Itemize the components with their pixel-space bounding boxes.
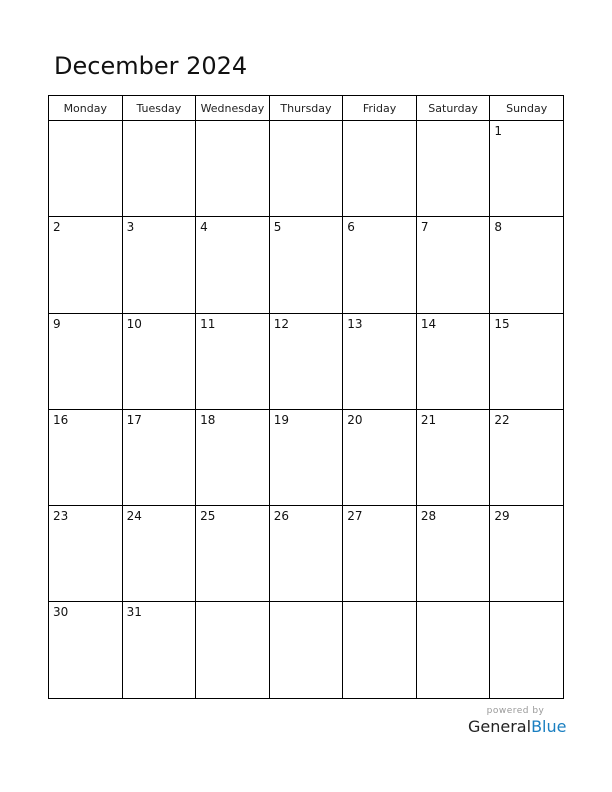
brand-name bbox=[468, 717, 567, 737]
day-cell bbox=[196, 217, 270, 313]
day-cell bbox=[416, 121, 490, 217]
day-number: 1 bbox=[494, 124, 503, 138]
day-number: 4 bbox=[200, 220, 208, 235]
day-cell bbox=[49, 409, 123, 505]
day-number bbox=[49, 121, 122, 124]
day-cell bbox=[122, 506, 196, 602]
calendar-title: December 2024 bbox=[54, 52, 248, 80]
day-cell bbox=[416, 313, 490, 409]
day-cell bbox=[269, 217, 343, 313]
day-number: 16 bbox=[53, 412, 69, 427]
weekday-saturday: Saturday bbox=[416, 96, 490, 121]
day-number: 11 bbox=[200, 316, 216, 331]
day-cell bbox=[269, 409, 343, 505]
weekday-sunday: Sunday bbox=[490, 96, 564, 121]
day-cell bbox=[196, 121, 270, 217]
day-cell bbox=[196, 313, 270, 409]
powered-by-text: powered by bbox=[486, 706, 545, 716]
day-number: 23 bbox=[53, 509, 69, 524]
day-cell bbox=[122, 602, 196, 698]
day-cell bbox=[269, 121, 343, 217]
day-cell bbox=[269, 313, 343, 409]
day-number: 30 bbox=[53, 605, 69, 620]
day-number: 15 bbox=[494, 316, 510, 331]
day-number: 26 bbox=[273, 509, 289, 524]
day-number bbox=[270, 602, 343, 605]
day-cell bbox=[49, 602, 123, 698]
weekday-monday: Monday bbox=[49, 96, 123, 121]
day-cell bbox=[343, 313, 417, 409]
day-number: 3 bbox=[126, 220, 135, 235]
weekday-thursday: Thursday bbox=[269, 96, 343, 121]
day-number bbox=[343, 121, 416, 124]
day-number: 12 bbox=[273, 316, 289, 331]
week-row bbox=[49, 409, 564, 505]
calendar-grid bbox=[48, 95, 564, 699]
day-cell bbox=[490, 121, 564, 217]
weekday-header-row bbox=[49, 96, 564, 121]
day-number: 5 bbox=[273, 220, 282, 235]
day-cell bbox=[490, 506, 564, 602]
day-number bbox=[417, 121, 490, 124]
day-cell bbox=[343, 506, 417, 602]
day-number bbox=[417, 602, 490, 605]
week-row bbox=[49, 121, 564, 217]
day-number bbox=[196, 602, 269, 605]
day-number: 18 bbox=[200, 412, 216, 427]
day-number: 10 bbox=[126, 316, 142, 331]
day-number: 13 bbox=[347, 316, 363, 331]
week-row bbox=[49, 506, 564, 602]
day-number: 9 bbox=[53, 316, 61, 331]
day-cell bbox=[490, 409, 564, 505]
day-cell bbox=[196, 506, 270, 602]
day-cell bbox=[416, 506, 490, 602]
weekday-tuesday: Tuesday bbox=[122, 96, 196, 121]
day-number bbox=[490, 602, 563, 605]
day-cell bbox=[490, 313, 564, 409]
day-cell bbox=[122, 313, 196, 409]
weekday-friday: Friday bbox=[343, 96, 417, 121]
day-cell bbox=[269, 506, 343, 602]
day-cell bbox=[49, 506, 123, 602]
day-cell bbox=[269, 602, 343, 698]
week-row bbox=[49, 313, 564, 409]
day-cell bbox=[490, 217, 564, 313]
day-cell bbox=[49, 217, 123, 313]
day-cell bbox=[343, 121, 417, 217]
generalblue-logo bbox=[468, 706, 567, 737]
day-number: 31 bbox=[126, 605, 142, 620]
day-cell bbox=[196, 602, 270, 698]
day-cell bbox=[122, 409, 196, 505]
day-cell bbox=[122, 217, 196, 313]
day-number: 20 bbox=[347, 412, 363, 427]
day-number: 29 bbox=[494, 509, 510, 524]
day-cell bbox=[343, 602, 417, 698]
day-cell bbox=[343, 409, 417, 505]
day-number: 14 bbox=[420, 316, 437, 331]
day-number bbox=[270, 121, 343, 124]
day-number: 17 bbox=[126, 412, 142, 427]
day-number bbox=[343, 602, 416, 605]
day-cell bbox=[490, 602, 564, 698]
calendar-body bbox=[49, 121, 564, 699]
brand-general: General bbox=[468, 717, 532, 736]
day-cell bbox=[49, 313, 123, 409]
day-number: 19 bbox=[273, 412, 289, 427]
day-cell bbox=[416, 217, 490, 313]
day-cell bbox=[49, 121, 123, 217]
day-cell bbox=[196, 409, 270, 505]
day-cell bbox=[122, 121, 196, 217]
day-number: 27 bbox=[347, 509, 363, 524]
week-row bbox=[49, 217, 564, 313]
brand-blue: Blue bbox=[531, 717, 567, 736]
day-cell bbox=[416, 602, 490, 698]
week-row bbox=[49, 602, 564, 698]
day-number: 28 bbox=[420, 509, 437, 524]
day-cell bbox=[343, 217, 417, 313]
day-number: 6 bbox=[347, 220, 355, 235]
day-number: 2 bbox=[53, 220, 61, 235]
day-cell bbox=[416, 409, 490, 505]
day-number: 21 bbox=[420, 412, 437, 427]
day-number bbox=[123, 121, 196, 124]
day-number: 24 bbox=[126, 509, 142, 524]
day-number bbox=[196, 121, 269, 124]
day-number: 8 bbox=[494, 220, 503, 235]
weekday-wednesday: Wednesday bbox=[196, 96, 270, 121]
day-number: 22 bbox=[494, 412, 510, 427]
day-number: 7 bbox=[420, 220, 429, 235]
day-number: 25 bbox=[200, 509, 216, 524]
